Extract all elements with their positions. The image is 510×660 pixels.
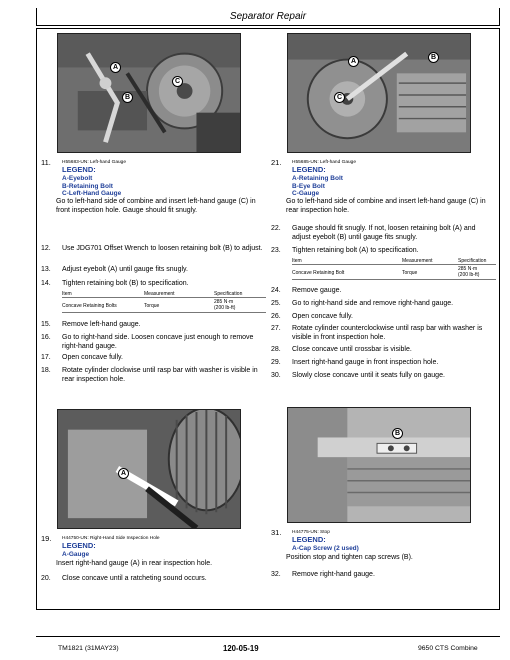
figure-19-legend (41, 535, 266, 575)
step (41, 367, 266, 385)
figure-number: 31. (271, 528, 282, 537)
step (271, 300, 496, 310)
spec-value-metric: 285 N·m (458, 266, 478, 272)
step (271, 372, 496, 382)
figure-number: 21. (271, 158, 282, 167)
legend-item: A-Retaining Bolt (292, 175, 343, 182)
step (41, 245, 266, 263)
figure-description: Insert right-hand gauge (A) in rear inspection hole. (56, 560, 213, 567)
callout-c: C (334, 92, 345, 103)
step-number: 27. (271, 325, 281, 332)
legend-item: C-Gauge (292, 190, 320, 197)
spec-measurement: Torque (402, 270, 418, 276)
spec-header: Measurement (402, 258, 433, 264)
callout-b: B (122, 92, 133, 103)
step-text: Tighten retaining bolt (A) to specification. (292, 247, 419, 254)
spec-header: Specification (214, 291, 243, 297)
step-number: 15. (41, 321, 51, 328)
spec-header: Measurement (144, 291, 175, 297)
step (271, 325, 496, 343)
figure-number: 19. (41, 534, 52, 543)
spec-table-left (62, 291, 266, 315)
legend-item: B-Retaining Bolt (62, 182, 113, 190)
legend-title: LEGEND: (62, 165, 96, 174)
step-text: Close concave until a ratcheting sound occurs. (62, 575, 207, 582)
step-number: 23. (271, 247, 281, 254)
step (271, 571, 496, 581)
callout-c: C (172, 76, 183, 87)
step-text: Open concave fully. (62, 354, 123, 361)
step-text: Remove left-hand gauge. (62, 321, 141, 328)
spec-table-right (292, 258, 496, 282)
step (41, 321, 266, 331)
page-title: Separator Repair (229, 11, 307, 22)
step-text: Rotate cylinder counterclockwise until rasp bar with washer is visible in front inspection hole. (292, 325, 483, 341)
step (271, 346, 496, 356)
figure-caption: H44750-UN: Right-Hand Side Inspection Hole (62, 536, 160, 541)
spec-value-metric: 285 N·m (214, 299, 234, 305)
figure-description: Go to left-hand side of combine and insert left-hand gauge (C) in rear inspection hole. (286, 198, 486, 214)
step-number: 16. (41, 334, 51, 341)
figure-21-legend (271, 159, 496, 219)
step-text: Go to right-hand side. Loosen concave just enough to remove right-hand gauge. (62, 334, 254, 350)
legend-item: B-Eye Bolt (292, 182, 325, 190)
spec-header: Specification (458, 258, 487, 264)
figure-number: 11. (41, 158, 51, 167)
figure-21-photo (287, 33, 471, 153)
spec-value-imperial: (200 lb-ft) (458, 272, 480, 278)
step-text: Remove gauge. (292, 287, 342, 294)
legend-item: A-Eyebolt (62, 175, 93, 182)
figure-description: Position stop and tighten cap screws (B). (286, 554, 413, 561)
step (271, 225, 496, 243)
step (41, 575, 266, 585)
spec-value-imperial: (200 lb-ft) (214, 305, 236, 311)
figure-11-legend (41, 159, 266, 219)
step (41, 280, 266, 290)
step-number: 14. (41, 280, 51, 287)
step (41, 354, 266, 364)
content-frame (36, 28, 500, 610)
step-number: 17. (41, 354, 51, 361)
figure-11-photo (57, 33, 241, 153)
step-text: Use JDG701 Offset Wrench to loosen retaining bolt (B) to adjust. (62, 245, 263, 252)
step-text: Tighten retaining bolt (B) to specification. (62, 280, 189, 287)
step (271, 359, 496, 369)
footer-model: 9650 CTS Combine (418, 645, 478, 652)
step (271, 247, 496, 257)
figure-31-photo (287, 407, 471, 523)
footer-manual-id: TM1821 (31MAY23) (58, 645, 119, 652)
step-text: Go to right-hand side and remove right-hand gauge. (292, 300, 454, 307)
figure-caption: H55683-UN: Left-hand Gauge (62, 160, 126, 165)
figure-caption: H55685-UN: Left-hand Gauge (292, 160, 356, 165)
figure-description: Go to left-hand side of combine and insert left-hand gauge (C) in front inspection hole. Gauge should fit snugly. (56, 198, 256, 214)
step-number: 13. (41, 266, 51, 273)
step-text: Gauge should fit snugly. If not, loosen retaining bolt (A) and adjust eyebolt (B) until gauge fits snugly. (292, 225, 476, 241)
step-number: 29. (271, 359, 281, 366)
spec-header: Item (62, 291, 72, 297)
legend-item: C-Left-Hand Gauge (62, 190, 122, 197)
step-number: 22. (271, 225, 281, 232)
page-header (36, 8, 500, 26)
step-number: 25. (271, 300, 281, 307)
legend-item: A-Gauge (62, 551, 90, 558)
step (271, 313, 496, 323)
step-number: 24. (271, 287, 281, 294)
step-number: 12. (41, 245, 51, 252)
step-text: Adjust eyebolt (A) until gauge fits snugly. (62, 266, 188, 273)
step-text: Insert right-hand gauge in front inspection hole. (292, 359, 439, 366)
callout-a: A (110, 62, 121, 73)
step-number: 20. (41, 575, 51, 582)
callout-a: A (348, 56, 359, 67)
step-text: Slowly close concave until it seats fully on gauge. (292, 372, 445, 379)
step-number: 18. (41, 367, 51, 374)
step-number: 26. (271, 313, 281, 320)
callout-b: B (428, 52, 439, 63)
figure-31-legend (271, 529, 496, 569)
footer-divider (36, 636, 500, 637)
step-text: Open concave fully. (292, 313, 353, 320)
spec-item: Concave Retaining Bolts (62, 303, 117, 309)
step-text: Rotate cylinder clockwise until rasp bar with washer is visible in rear inspection hole. (62, 367, 258, 383)
legend-item: A-Cap Screw (2 used) (292, 545, 359, 552)
footer-page-number: 120-05-19 (223, 644, 259, 653)
callout-a: A (118, 468, 129, 479)
spec-header: Item (292, 258, 302, 264)
step-number: 30. (271, 372, 281, 379)
step-text: Remove right-hand gauge. (292, 571, 375, 578)
spec-measurement: Torque (144, 303, 160, 309)
step (41, 334, 266, 352)
figure-caption: H44775-UN: Stop (292, 530, 330, 535)
step-number: 28. (271, 346, 281, 353)
step (271, 287, 496, 297)
step-number: 32. (271, 571, 281, 578)
spec-item: Concave Retaining Bolt (292, 270, 345, 276)
legend-title: LEGEND: (62, 541, 96, 550)
figure-19-photo (57, 409, 241, 529)
step (41, 266, 266, 276)
legend-title: LEGEND: (292, 535, 326, 544)
callout-b: B (392, 428, 403, 439)
legend-title: LEGEND: (292, 165, 326, 174)
step-text: Close concave until crossbar is visible. (292, 346, 412, 353)
